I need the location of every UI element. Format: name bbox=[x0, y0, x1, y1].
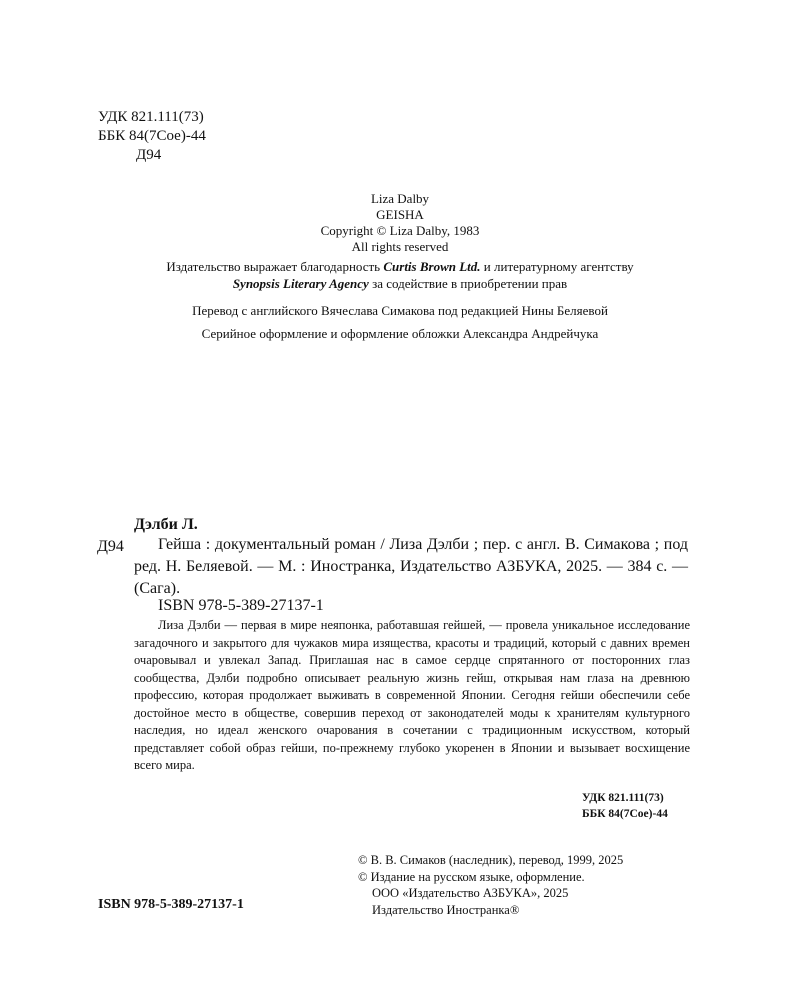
udk-code-bottom: УДК 821.111(73) bbox=[582, 792, 664, 804]
classification-codes-top bbox=[98, 108, 206, 165]
copyright-translation: © В. В. Симаков (наследник), перевод, 1999, 2025 bbox=[358, 853, 624, 867]
catalog-author-heading: Дэлби Л. bbox=[134, 516, 198, 533]
ack-text: за содействие в приобретении прав bbox=[368, 276, 568, 291]
rights-reserved: All rights reserved bbox=[351, 239, 449, 254]
udk-code: УДК 821.111(73) bbox=[98, 109, 204, 125]
ack-text: и литературному агентству bbox=[480, 259, 634, 274]
isbn-bottom: ISBN 978-5-389-27137-1 bbox=[98, 897, 244, 912]
ack-text: Издательство выражает благодарность bbox=[166, 259, 384, 274]
copyright-edition: © Издание на русском языке, оформление. bbox=[358, 869, 585, 884]
design-credit: Серийное оформление и оформление обложки Александра Андрейчука bbox=[201, 326, 599, 341]
copyright-notices bbox=[358, 852, 623, 918]
original-edition-block bbox=[0, 191, 800, 255]
catalog-description: Гейша : документальный роман / Лиза Дэлби ; пер. с англ. В. Симакова ; под ред. Н. Беляевой. — М. : Иностранка, Издательство АЗБУКА, 2025. — 384 с. — (Сага). bbox=[134, 536, 688, 597]
classification-codes-bottom bbox=[582, 790, 668, 822]
bbk-code-bottom: ББК 84(7Сое)-44 bbox=[582, 808, 668, 820]
acknowledgement-block bbox=[0, 258, 800, 292]
agency-curtis-brown: Curtis Brown Ltd. bbox=[383, 259, 481, 274]
catalog-author-mark: Д94 bbox=[97, 538, 124, 555]
original-title: GEISHA bbox=[376, 207, 424, 222]
author-mark: Д94 bbox=[136, 147, 162, 163]
translation-credit: Перевод с английского Вячеслава Симакова под редакцией Нины Беляевой bbox=[192, 303, 608, 318]
bbk-code: ББК 84(7Сое)-44 bbox=[98, 128, 206, 144]
catalog-isbn: ISBN 978-5-389-27137-1 bbox=[158, 597, 324, 614]
original-author: Liza Dalby bbox=[370, 191, 430, 206]
copyright-publisher: ООО «Издательство АЗБУКА», 2025 bbox=[372, 886, 569, 900]
acknowledgement-line-2 bbox=[0, 275, 800, 292]
acknowledgement-line-1 bbox=[0, 258, 800, 275]
agency-synopsis: Synopsis Literary Agency bbox=[232, 276, 369, 291]
copyright-imprint: Издательство Иностранка® bbox=[372, 902, 520, 917]
original-copyright: Copyright © Liza Dalby, 1983 bbox=[320, 223, 480, 238]
book-annotation: Лиза Дэлби — первая в мире неяпонка, работавшая гейшей, — провела уникальное исследование загадочного и закрытого для чужаков мира изящества, красоты и традиций, который с давних времен очаровывал и увлекал Запад. Приглашая нас в самое сердце спрятанного от посторонних глаз сообщества, Дэлби подробно описывает реальную жизнь гейш, открывая нам глаза на древнюю профессию, которая продолжает выживать в современной Японии. Сегодня гейши обеспечили себе достойное место в обществе, совершив переход от законодателей моды к хранителям культурного наследия, но идеал женского очарования в сочетании с традиционным искусством, который представляет собой образ гейши, по-прежнему глубоко укоренен в Японии и вызывает восхищение всего мира. bbox=[134, 618, 690, 772]
